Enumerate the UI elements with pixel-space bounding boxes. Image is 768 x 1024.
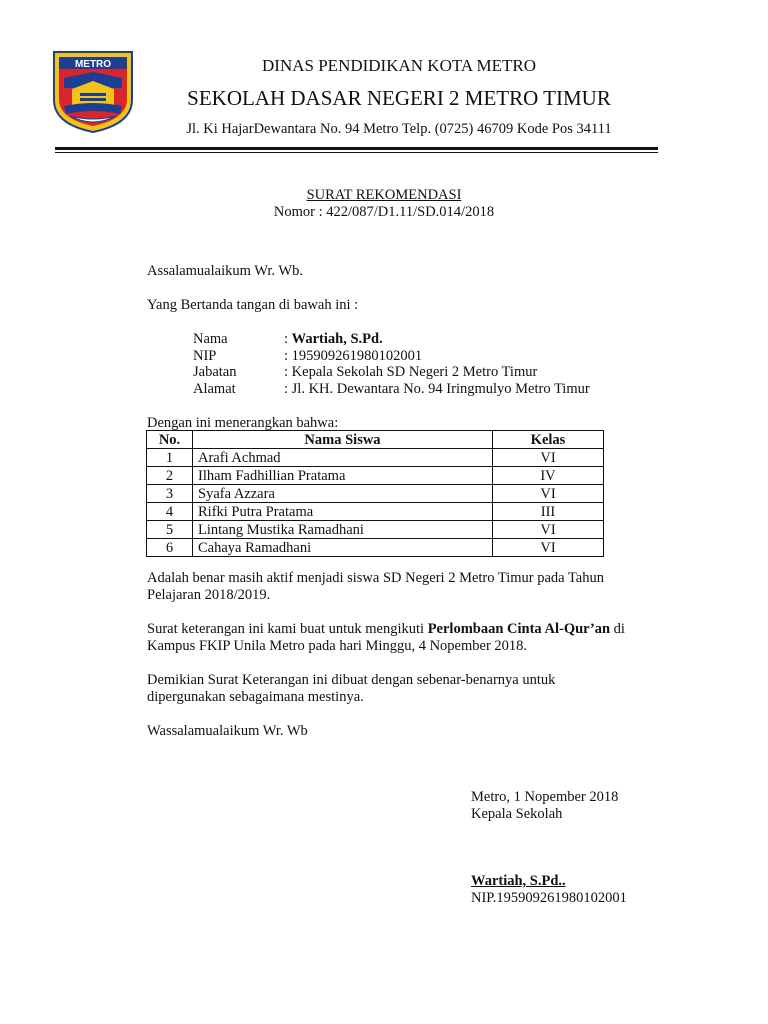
table-row xyxy=(147,539,604,557)
place-date: Metro, 1 Nopember 2018 xyxy=(471,789,619,805)
paragraph-status-line2: Pelajaran 2018/2019. xyxy=(147,587,271,603)
cell-kelas: VI xyxy=(493,521,604,539)
intro-text: Yang Bertanda tangan di bawah ini : xyxy=(147,297,359,313)
letter-title: SURAT REKOMENDASI xyxy=(306,187,462,203)
cell-nama: Ilham Fadhillian Pratama xyxy=(193,467,493,485)
identitas-value: : 195909261980102001 xyxy=(284,348,423,364)
signer-nip: NIP.195909261980102001 xyxy=(471,890,627,906)
menerangkan-text: Dengan ini menerangkan bahwa: xyxy=(147,415,339,431)
salam-pembuka: Assalamualaikum Wr. Wb. xyxy=(147,263,303,279)
salam-penutup: Wassalamualaikum Wr. Wb xyxy=(147,723,308,739)
kop-divider-thin xyxy=(55,152,658,153)
paragraph-status-line1: Adalah benar masih aktif menjadi siswa SD Negeri 2 Metro Timur pada Tahun xyxy=(147,570,604,586)
table-row xyxy=(147,449,604,467)
cell-kelas: III xyxy=(493,503,604,521)
paragraph-purpose-line2: Kampus FKIP Unila Metro pada hari Minggu, 4 Nopember 2018. xyxy=(147,638,528,654)
identitas-label: NIP xyxy=(193,348,217,364)
cell-no: 4 xyxy=(147,503,193,521)
col-header-no: No. xyxy=(147,431,193,449)
identitas-value: : Jl. KH. Dewantara No. 94 Iringmulyo Metro Timur xyxy=(284,381,590,397)
cell-no: 3 xyxy=(147,485,193,503)
paragraph-purpose-line1: Surat keterangan ini kami buat untuk mengikuti Perlombaan Cinta Al-Qur’an di xyxy=(147,621,625,637)
cell-nama: Cahaya Ramadhani xyxy=(193,539,493,557)
paragraph-closing-line1: Demikian Surat Keterangan ini dibuat dengan sebenar-benarnya untuk xyxy=(147,672,556,688)
kop-divider-thick xyxy=(55,147,658,150)
kop-dinas: DINAS PENDIDIKAN KOTA METRO xyxy=(262,56,536,75)
cell-nama: Arafi Achmad xyxy=(193,449,493,467)
table-header-row xyxy=(147,431,604,449)
cell-no: 6 xyxy=(147,539,193,557)
kop-sekolah: SEKOLAH DASAR NEGERI 2 METRO TIMUR xyxy=(187,86,611,110)
cell-nama: Syafa Azzara xyxy=(193,485,493,503)
signer-position: Kepala Sekolah xyxy=(471,806,563,822)
cell-no: 1 xyxy=(147,449,193,467)
cell-kelas: VI xyxy=(493,485,604,503)
identitas-value: : Kepala Sekolah SD Negeri 2 Metro Timur xyxy=(284,364,538,380)
col-header-kelas: Kelas xyxy=(493,431,604,449)
identitas-value: : Wartiah, S.Pd. xyxy=(284,331,383,347)
identitas-label: Alamat xyxy=(193,381,236,397)
cell-nama: Rifki Putra Pratama xyxy=(193,503,493,521)
cell-nama: Lintang Mustika Ramadhani xyxy=(193,521,493,539)
kop-alamat: Jl. Ki HajarDewantara No. 94 Metro Telp. (0725) 46709 Kode Pos 34111 xyxy=(186,121,612,137)
cell-kelas: VI xyxy=(493,449,604,467)
logo-text: METRO xyxy=(74,59,112,70)
paragraph-closing-line2: dipergunakan sebagaimana mestinya. xyxy=(147,689,364,705)
table-row xyxy=(147,521,604,539)
letter-number: Nomor : 422/087/D1.11/SD.014/2018 xyxy=(273,204,495,220)
identitas-label: Nama xyxy=(193,331,228,347)
cell-no: 2 xyxy=(147,467,193,485)
cell-kelas: VI xyxy=(493,539,604,557)
metro-city-logo xyxy=(50,48,136,134)
col-header-nama: Nama Siswa xyxy=(193,431,493,449)
student-table xyxy=(146,430,604,557)
table-row xyxy=(147,503,604,521)
table-row xyxy=(147,485,604,503)
signer-name: Wartiah, S.Pd.. xyxy=(471,873,566,889)
identitas-label: Jabatan xyxy=(193,364,237,380)
cell-no: 5 xyxy=(147,521,193,539)
table-row xyxy=(147,467,604,485)
cell-kelas: IV xyxy=(493,467,604,485)
